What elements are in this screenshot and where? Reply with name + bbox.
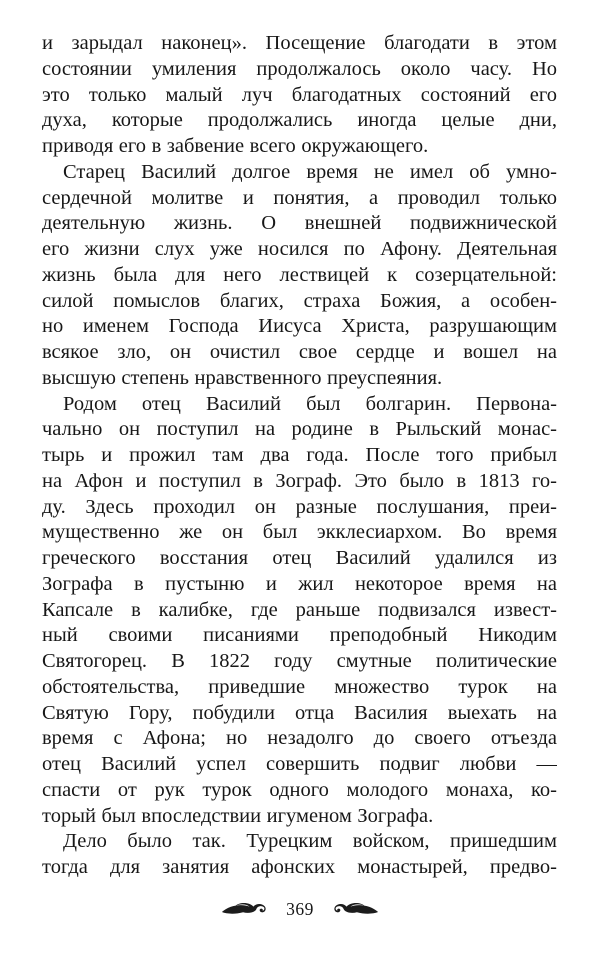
text-line: мущественно же он был экклесиархом. Во время bbox=[42, 521, 557, 544]
text-line: духа, которые продолжались иногда целые дни, bbox=[42, 109, 557, 132]
text-line: но именем Господа Иисуса Христа, разрушающим bbox=[42, 315, 557, 338]
fleuron-right-icon bbox=[327, 901, 379, 917]
text-line: время с Афона; но незадолго до своего отъезда bbox=[42, 727, 557, 750]
text-line: тогда для занятия афонских монастырей, предво- bbox=[42, 856, 557, 878]
text-line: на Афон и поступил в Зограф. Это было в 1813 го- bbox=[42, 469, 557, 492]
text-line: и зарыдал наконец». Посещение благодати в этом bbox=[42, 32, 557, 54]
text-line: его жизни слух уже носился по Афону. Деятельная bbox=[42, 238, 557, 260]
text-line: это только малый луч благодатных состояний его bbox=[42, 83, 557, 106]
text-line: Родом отец Василий был болгарин. Первона- bbox=[63, 392, 557, 415]
text-line: греческого восстания отец Василий удалился из bbox=[42, 547, 557, 569]
text-line: ду. Здесь проходил он разные послушания, преи- bbox=[42, 495, 557, 518]
page-number: 369 bbox=[286, 898, 314, 919]
paragraph bbox=[42, 31, 557, 160]
text-line: Святую Гору, побудили отца Василия выехать на bbox=[42, 701, 557, 724]
text-line: Старец Василий долгое время не имел об умно- bbox=[63, 160, 557, 183]
text-line: спасти от рук турок одного молодого монаха, ко- bbox=[42, 778, 557, 801]
text-line: жизнь была для него лествицей к созерцательной: bbox=[42, 263, 557, 286]
paragraph bbox=[42, 829, 557, 881]
text-line: высшую степень нравственного преуспеяния. bbox=[42, 366, 443, 389]
page-footer bbox=[0, 893, 600, 925]
text-line: Зографа в пустыню и жил некоторое время на bbox=[42, 572, 557, 595]
paragraph bbox=[42, 392, 557, 830]
text-line: силой помыслов благих, страха Божия, а особен- bbox=[42, 289, 557, 312]
text-line: отец Василий успел совершить подвиг любви — bbox=[42, 753, 557, 775]
text-line: Дело было так. Турецким войском, пришедшим bbox=[63, 830, 557, 853]
text-line: сердечной молитве и понятия, а проводил только bbox=[42, 186, 557, 209]
text-line: ный своими писаниями преподобный Никодим bbox=[42, 624, 557, 647]
text-line: обстоятельства, приведшие множество турок на bbox=[42, 675, 557, 698]
text-line: чально он поступил на родине в Рыльский монас- bbox=[42, 418, 557, 441]
text-line: торый был впоследствии игуменом Зографа. bbox=[42, 804, 434, 827]
text-line: тырь и прожил там два года. После того прибыл bbox=[42, 444, 557, 466]
text-line: приводя его в забвение всего окружающего. bbox=[42, 135, 429, 157]
fleuron-left-icon bbox=[221, 901, 273, 917]
paragraph bbox=[42, 160, 557, 392]
text-line: деятельную жизнь. О внешней подвижнической bbox=[42, 212, 557, 235]
text-line: Святогорец. В 1822 году смутные политические bbox=[42, 650, 557, 672]
text-line: Капсале в калибке, где раньше подвизался извест- bbox=[42, 598, 557, 621]
text-line: всякое зло, он очистил свое сердце и вошел на bbox=[42, 341, 557, 363]
text-line: состоянии умиления продолжалось около часу. Но bbox=[42, 57, 557, 80]
